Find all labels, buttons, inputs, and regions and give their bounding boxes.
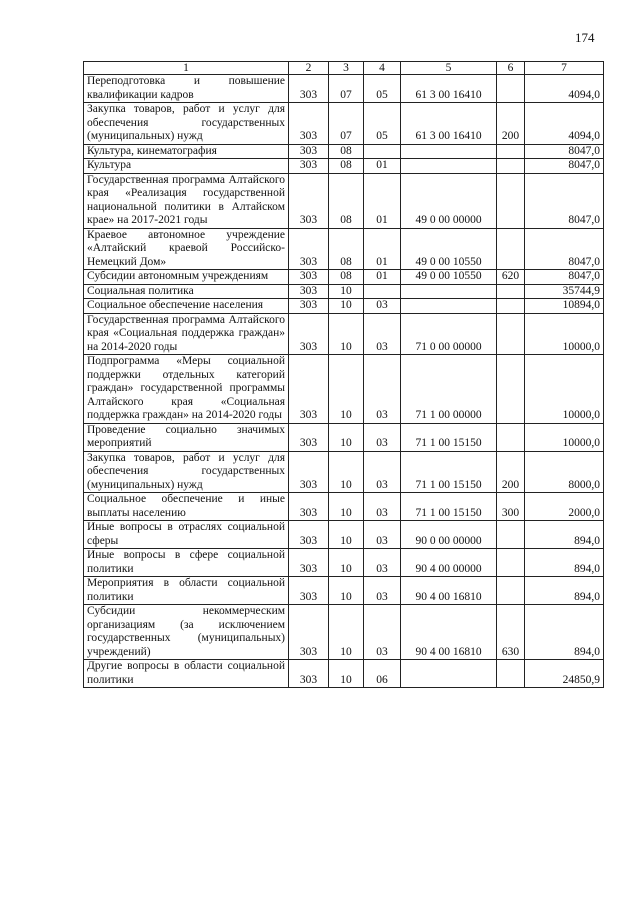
row-name-cell: Иные вопросы в сфере социальной политики <box>84 549 289 577</box>
section-code-cell: 10 <box>329 423 364 451</box>
expense-type-cell <box>497 549 525 577</box>
amount-cell: 24850,9 <box>525 660 604 688</box>
admin-code-cell: 303 <box>289 173 329 228</box>
amount-cell: 10000,0 <box>525 355 604 424</box>
row-name-cell: Подпрограмма «Меры социальной поддержки отдельных категорий граждан» государственной программы Алтайского края «Социальная поддержка граждан» на 2014-2020 годы <box>84 355 289 424</box>
expense-type-cell <box>497 660 525 688</box>
section-code-cell: 10 <box>329 605 364 660</box>
admin-code-cell: 303 <box>289 159 329 174</box>
row-name-cell: Закупка товаров, работ и услуг для обеспечения государственных (муниципальных) нужд <box>84 103 289 145</box>
row-name-cell: Закупка товаров, работ и услуг для обеспечения государственных (муниципальных) нужд <box>84 451 289 493</box>
amount-cell: 35744,9 <box>525 284 604 299</box>
table-row <box>84 313 604 355</box>
subsection-code-cell: 03 <box>364 549 401 577</box>
admin-code-cell: 303 <box>289 549 329 577</box>
expense-type-cell: 300 <box>497 493 525 521</box>
expense-type-cell: 620 <box>497 270 525 285</box>
admin-code-cell: 303 <box>289 228 329 270</box>
header-cell: 4 <box>364 62 401 75</box>
target-article-cell <box>401 159 497 174</box>
amount-cell: 10000,0 <box>525 313 604 355</box>
table-row <box>84 75 604 103</box>
subsection-code-cell: 05 <box>364 75 401 103</box>
section-code-cell: 07 <box>329 103 364 145</box>
page-number: 174 <box>575 30 595 45</box>
row-name-cell: Культура <box>84 159 289 174</box>
expense-type-cell <box>497 313 525 355</box>
table-row <box>84 270 604 285</box>
target-article-cell: 49 0 00 10550 <box>401 228 497 270</box>
target-article-cell: 71 1 00 15150 <box>401 493 497 521</box>
admin-code-cell: 303 <box>289 605 329 660</box>
section-code-cell: 10 <box>329 660 364 688</box>
amount-cell: 894,0 <box>525 605 604 660</box>
section-code-cell: 07 <box>329 75 364 103</box>
expense-type-cell <box>497 355 525 424</box>
header-row <box>84 62 604 75</box>
expense-type-cell <box>497 299 525 314</box>
amount-cell: 8047,0 <box>525 228 604 270</box>
target-article-cell: 61 3 00 16410 <box>401 75 497 103</box>
amount-cell: 10000,0 <box>525 423 604 451</box>
section-code-cell: 10 <box>329 549 364 577</box>
subsection-code-cell: 03 <box>364 605 401 660</box>
amount-cell: 4094,0 <box>525 75 604 103</box>
table-row <box>84 451 604 493</box>
table-row <box>84 521 604 549</box>
subsection-code-cell: 01 <box>364 270 401 285</box>
table-row <box>84 103 604 145</box>
target-article-cell: 71 1 00 15150 <box>401 451 497 493</box>
expense-type-cell: 200 <box>497 103 525 145</box>
admin-code-cell: 303 <box>289 577 329 605</box>
expense-type-cell <box>497 144 525 159</box>
admin-code-cell: 303 <box>289 493 329 521</box>
subsection-code-cell: 03 <box>364 299 401 314</box>
subsection-code-cell: 03 <box>364 313 401 355</box>
subsection-code-cell: 03 <box>364 521 401 549</box>
amount-cell: 894,0 <box>525 549 604 577</box>
admin-code-cell: 303 <box>289 284 329 299</box>
header-cell: 3 <box>329 62 364 75</box>
target-article-cell: 49 0 00 10550 <box>401 270 497 285</box>
admin-code-cell: 303 <box>289 103 329 145</box>
row-name-cell: Краевое автономное учреждение «Алтайский краевой Российско-Немецкий Дом» <box>84 228 289 270</box>
target-article-cell <box>401 660 497 688</box>
row-name-cell: Социальное обеспечение населения <box>84 299 289 314</box>
table-row <box>84 228 604 270</box>
subsection-code-cell: 06 <box>364 660 401 688</box>
target-article-cell <box>401 299 497 314</box>
section-code-cell: 08 <box>329 228 364 270</box>
target-article-cell: 49 0 00 00000 <box>401 173 497 228</box>
amount-cell: 8047,0 <box>525 144 604 159</box>
row-name-cell: Социальная политика <box>84 284 289 299</box>
section-code-cell: 08 <box>329 159 364 174</box>
table-row <box>84 577 604 605</box>
section-code-cell: 08 <box>329 270 364 285</box>
row-name-cell: Мероприятия в области социальной политики <box>84 577 289 605</box>
section-code-cell: 10 <box>329 577 364 605</box>
row-name-cell: Государственная программа Алтайского края «Социальная поддержка граждан» на 2014-2020 годы <box>84 313 289 355</box>
row-name-cell: Другие вопросы в области социальной политики <box>84 660 289 688</box>
section-code-cell: 10 <box>329 493 364 521</box>
target-article-cell <box>401 284 497 299</box>
admin-code-cell: 303 <box>289 299 329 314</box>
subsection-code-cell: 03 <box>364 493 401 521</box>
expense-type-cell <box>497 284 525 299</box>
table-row <box>84 660 604 688</box>
section-code-cell: 10 <box>329 313 364 355</box>
target-article-cell: 61 3 00 16410 <box>401 103 497 145</box>
expense-type-cell <box>497 423 525 451</box>
table-row <box>84 173 604 228</box>
admin-code-cell: 303 <box>289 144 329 159</box>
table-row <box>84 549 604 577</box>
table-row <box>84 605 604 660</box>
target-article-cell: 90 4 00 00000 <box>401 549 497 577</box>
admin-code-cell: 303 <box>289 423 329 451</box>
subsection-code-cell: 03 <box>364 451 401 493</box>
header-cell: 2 <box>289 62 329 75</box>
admin-code-cell: 303 <box>289 451 329 493</box>
target-article-cell <box>401 144 497 159</box>
amount-cell: 8047,0 <box>525 173 604 228</box>
subsection-code-cell <box>364 144 401 159</box>
amount-cell: 8047,0 <box>525 159 604 174</box>
budget-table <box>83 61 604 688</box>
section-code-cell: 08 <box>329 173 364 228</box>
admin-code-cell: 303 <box>289 313 329 355</box>
target-article-cell: 71 1 00 15150 <box>401 423 497 451</box>
target-article-cell: 90 4 00 16810 <box>401 605 497 660</box>
target-article-cell: 71 0 00 00000 <box>401 313 497 355</box>
row-name-cell: Переподготовка и повышение квалификации кадров <box>84 75 289 103</box>
amount-cell: 10894,0 <box>525 299 604 314</box>
header-cell: 6 <box>497 62 525 75</box>
table-row <box>84 355 604 424</box>
target-article-cell: 90 4 00 16810 <box>401 577 497 605</box>
expense-type-cell <box>497 159 525 174</box>
header-cell: 5 <box>401 62 497 75</box>
amount-cell: 8000,0 <box>525 451 604 493</box>
target-article-cell: 90 0 00 00000 <box>401 521 497 549</box>
amount-cell: 2000,0 <box>525 493 604 521</box>
subsection-code-cell: 01 <box>364 173 401 228</box>
header-cell: 1 <box>84 62 289 75</box>
admin-code-cell: 303 <box>289 75 329 103</box>
section-code-cell: 10 <box>329 451 364 493</box>
subsection-code-cell: 03 <box>364 423 401 451</box>
subsection-code-cell: 01 <box>364 228 401 270</box>
amount-cell: 8047,0 <box>525 270 604 285</box>
expense-type-cell <box>497 521 525 549</box>
admin-code-cell: 303 <box>289 521 329 549</box>
expense-type-cell <box>497 75 525 103</box>
expense-type-cell <box>497 228 525 270</box>
section-code-cell: 10 <box>329 299 364 314</box>
expense-type-cell <box>497 577 525 605</box>
table-row <box>84 159 604 174</box>
row-name-cell: Государственная программа Алтайского края «Реализация государственной национальной политики в Алтайском крае» на 2017-2021 годы <box>84 173 289 228</box>
subsection-code-cell: 01 <box>364 159 401 174</box>
expense-type-cell <box>497 173 525 228</box>
amount-cell: 894,0 <box>525 521 604 549</box>
header-cell: 7 <box>525 62 604 75</box>
expense-type-cell: 200 <box>497 451 525 493</box>
amount-cell: 894,0 <box>525 577 604 605</box>
table-row <box>84 299 604 314</box>
section-code-cell: 10 <box>329 355 364 424</box>
row-name-cell: Субсидии автономным учреждениям <box>84 270 289 285</box>
subsection-code-cell: 03 <box>364 577 401 605</box>
row-name-cell: Социальное обеспечение и иные выплаты населению <box>84 493 289 521</box>
table-row <box>84 423 604 451</box>
row-name-cell: Иные вопросы в отраслях социальной сферы <box>84 521 289 549</box>
subsection-code-cell: 05 <box>364 103 401 145</box>
admin-code-cell: 303 <box>289 355 329 424</box>
row-name-cell: Культура, кинематография <box>84 144 289 159</box>
table-row <box>84 284 604 299</box>
table-row <box>84 144 604 159</box>
admin-code-cell: 303 <box>289 660 329 688</box>
admin-code-cell: 303 <box>289 270 329 285</box>
row-name-cell: Субсидии некоммерческим организациям (за исключением государственных (муниципальных) учреждений) <box>84 605 289 660</box>
section-code-cell: 10 <box>329 284 364 299</box>
amount-cell: 4094,0 <box>525 103 604 145</box>
row-name-cell: Проведение социально значимых мероприятий <box>84 423 289 451</box>
section-code-cell: 10 <box>329 521 364 549</box>
section-code-cell: 08 <box>329 144 364 159</box>
target-article-cell: 71 1 00 00000 <box>401 355 497 424</box>
subsection-code-cell: 03 <box>364 355 401 424</box>
table-row <box>84 493 604 521</box>
expense-type-cell: 630 <box>497 605 525 660</box>
subsection-code-cell <box>364 284 401 299</box>
